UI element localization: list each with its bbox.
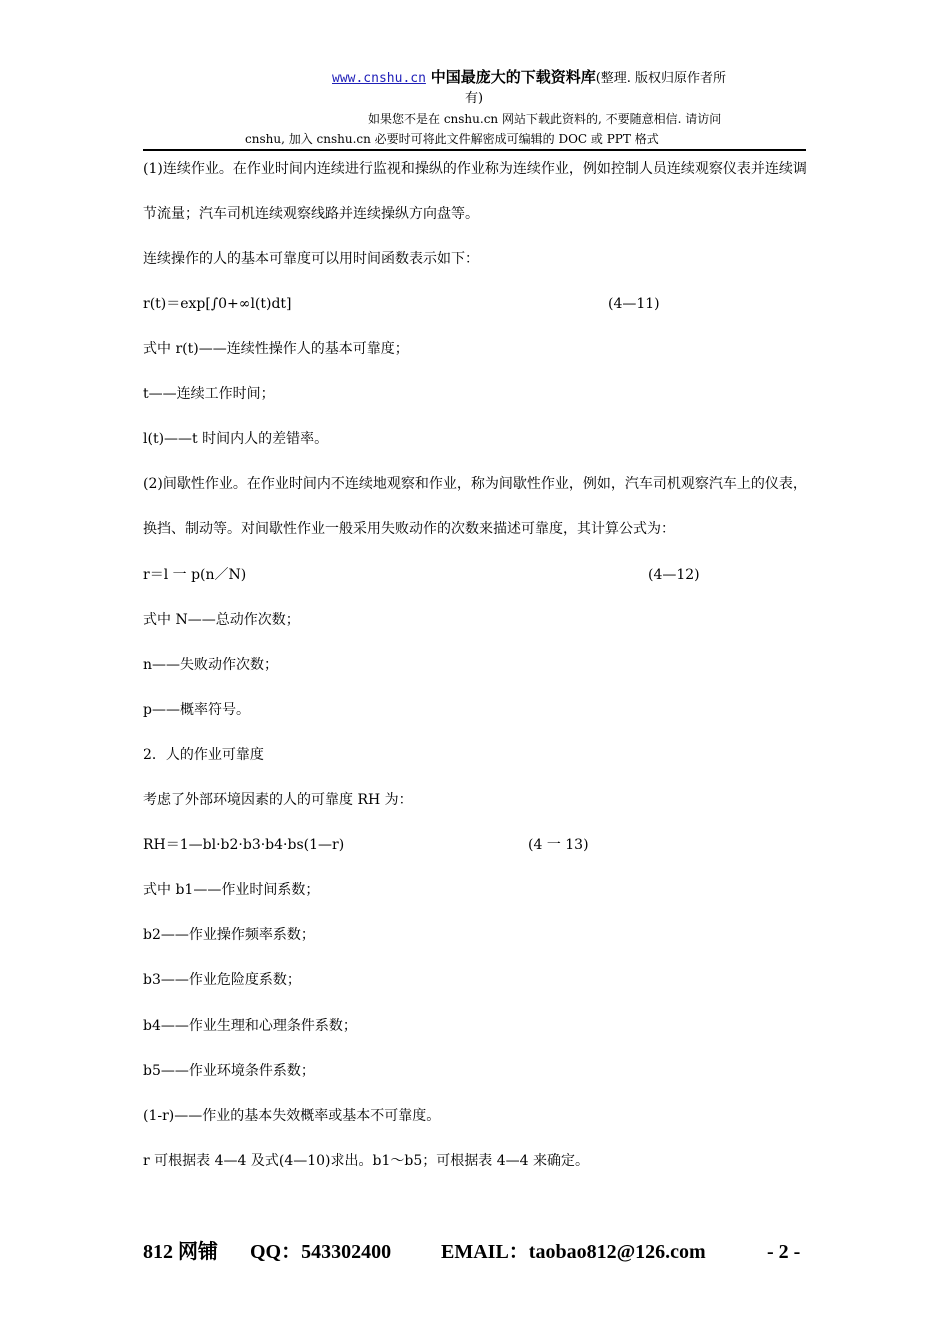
header-title-line (332, 66, 802, 90)
equation-4-12 (143, 564, 808, 587)
page-footer (143, 1237, 808, 1267)
equation-4-13 (143, 834, 808, 857)
equation-4-12-formula: r＝l 一 p(n／N) (143, 566, 247, 583)
footer-email: EMAIL：taobao812@126.com (441, 1241, 706, 1263)
notice-line-1: 如果您不是在 cnshu.cn 网站下载此资料的, 不要随意相信. 请访问 (368, 112, 722, 126)
site-note-continued: 有) (465, 91, 484, 106)
definition-l-t: l(t)——t 时间内人的差错率。 (143, 431, 329, 448)
equation-4-11-formula: r(t)＝exp[∫0+∞l(t)dt] (143, 296, 292, 313)
definition-n: n——失败动作次数； (143, 656, 279, 673)
site-link[interactable]: www.cnshu.cn (332, 71, 426, 86)
equation-4-11-number: (4—11) (608, 296, 660, 313)
footer-qq: QQ：543302400 (250, 1241, 392, 1263)
paragraph-rh-intro: 考虑了外部环境因素的人的可靠度 RH 为： (143, 792, 413, 809)
footer-shop: 812 网铺 (143, 1241, 218, 1263)
definition-1-minus-r: (1-r)——作业的基本失效概率或基本不可靠度。 (143, 1107, 441, 1124)
equation-4-13-number: (4 一 13) (528, 837, 589, 854)
equation-4-11 (143, 293, 808, 316)
equation-4-12-number: (4—12) (648, 566, 700, 583)
definition-r-t: 式中 r(t)——连续性操作人的基本可靠度； (143, 341, 409, 358)
paragraph-time-function: 连续操作的人的基本可靠度可以用时间函数表示如下： (143, 251, 479, 268)
paragraph-continuous-work: (1)连续作业。在作业时间内连续进行监视和操纵的作业称为连续作业，例如控制人员连续观察仪表并连续调节流量；汽车司机连续观察线路并连续操纵方向盘等。 (143, 160, 807, 222)
definition-b1: 式中 b1——作业时间系数； (143, 882, 320, 899)
definition-b3: b3——作业危险度系数； (143, 972, 301, 989)
site-title: 中国最庞大的下载资料库 (430, 68, 596, 86)
definition-N: 式中 N——总动作次数； (143, 611, 300, 628)
definition-b4: b4——作业生理和心理条件系数； (143, 1017, 357, 1034)
definition-b2: b2——作业操作频率系数； (143, 927, 315, 944)
document-body (143, 158, 808, 1195)
definition-p: p——概率符号。 (143, 701, 250, 718)
notice-line-2: cnshu, 加入 cnshu.cn 必要时可将此文件解密成可编辑的 DOC 或 PPT 格式 (245, 132, 659, 146)
section-heading-work-reliability: 2．人的作业可靠度 (143, 747, 264, 763)
definition-t: t——连续工作时间； (143, 386, 275, 403)
definition-b5: b5——作业环境条件系数； (143, 1062, 315, 1079)
equation-4-13-formula: RH＝1—bl·b2·b3·b4·bs(1—r) (143, 837, 345, 854)
paragraph-table-reference: r 可根据表 4—4 及式(4—10)求出。b1～b5；可根据表 4—4 来确定。 (143, 1152, 589, 1169)
paragraph-intermittent-work: (2)间歇性作业。在作业时间内不连续地观察和作业，称为间歇性作业，例如，汽车司机观察汽车上的仪表，换挡、制动等。对间歇性作业一般采用失败动作的次数来描述可靠度，其计算公式为： (143, 476, 807, 538)
site-note: (整理. 版权归原作者所 (595, 71, 727, 86)
page-number: - 2 - (767, 1241, 801, 1263)
